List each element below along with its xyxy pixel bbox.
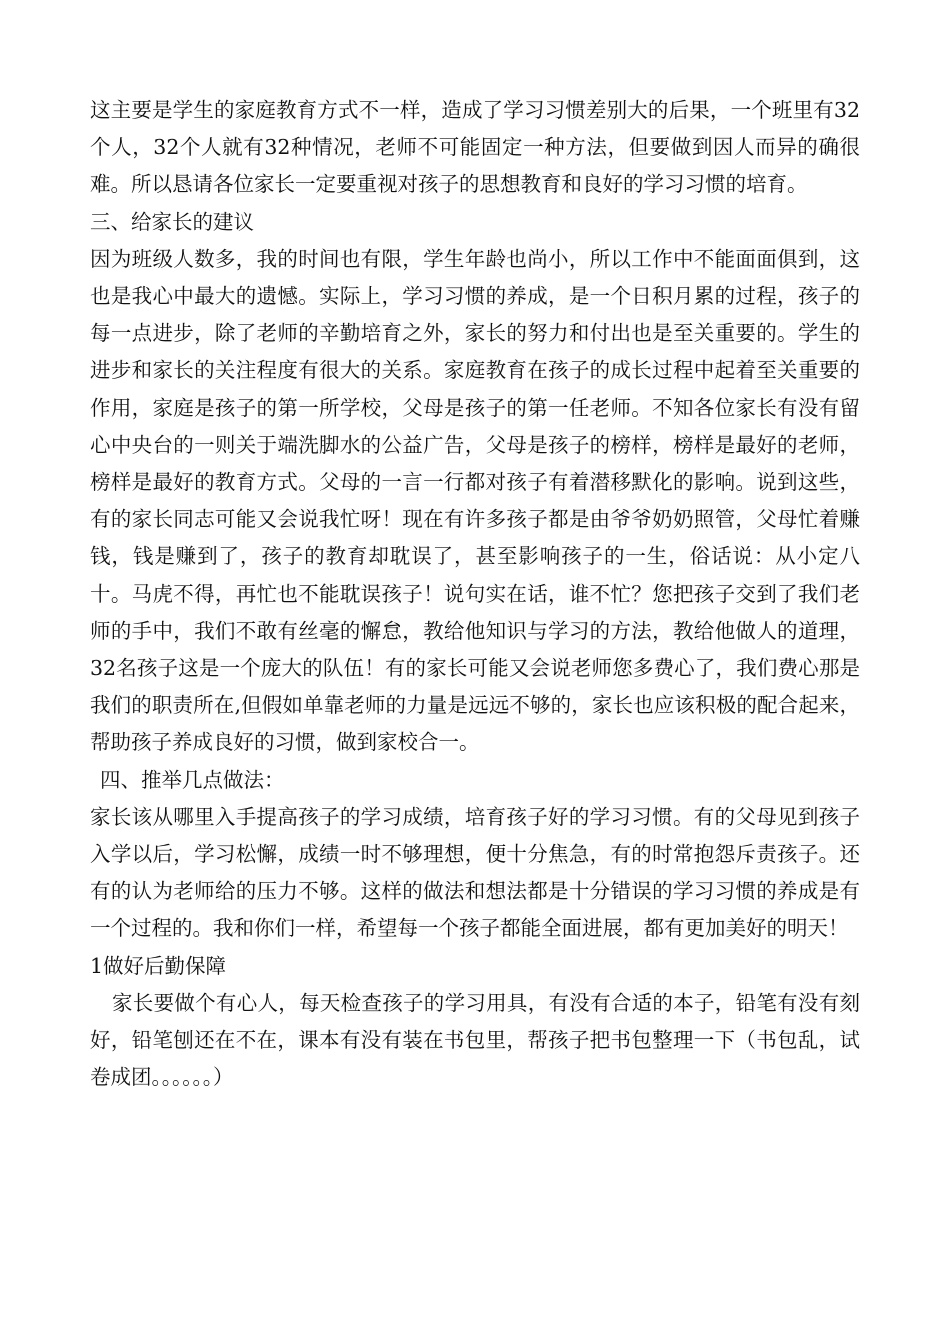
document-page [90, 92, 860, 1096]
paragraph-methods: 家长该从哪里入手提高孩子的学习成绩，培育孩子好的学习习惯。有的父母见到孩子入学以后，学习松懈，成绩一时不够理想，便十分焦急，有的时常抱怨斥责孩子。还有的认为老师给的压力不够。这样的做法和想法都是十分错误的学习习惯的养成是有一个过程的。我和你们一样，希望每一个孩子都能全面进展，都有更加美好的明天！ [90, 804, 860, 941]
paragraph-family-education: 这主要是学生的家庭教育方式不一样，造成了学习习惯差别大的后果，一个班里有32个人，32个人就有32种情况，老师不可能固定一种方法，但要做到因人而异的确很难。所以恳请各位家长一定要重视对孩子的思想教育和良好的学习习惯的培育。 [90, 98, 860, 197]
section-heading-suggestions: 三、给家长的建议 [90, 209, 254, 234]
paragraph-suggestions: 因为班级人数多，我的时间也有限，学生年龄也尚小，所以工作中不能面面俱到，这也是我心中最大的遗憾。实际上，学习习惯的养成，是一个日积月累的过程，孩子的每一点进步，除了老师的辛勤培育之外，家长的努力和付出也是至关重要的。学生的进步和家长的关注程度有很大的关系。家庭教育在孩子的成长过程中起着至关重要的作用，家庭是孩子的第一所学校，父母是孩子的第一任老师。不知各位家长有没有留心中央台的一则关于端洗脚水的公益广告，父母是孩子的榜样，榜样是最好的老师，榜样是最好的教育方式。父母的一言一行都对孩子有着潜移默化的影响。说到这些，有的家长同志可能又会说我忙呀！现在有许多孩子都是由爷爷奶奶照管，父母忙着赚钱，钱是赚到了，孩子的教育却耽误了，甚至影响孩子的一生，俗话说：从小定八十。马虎不得，再忙也不能耽误孩子！说句实在话，谁不忙？您把孩子交到了我们老师的手中，我们不敢有丝毫的懈怠，教给他知识与学习的方法，教给他做人的道理，32名孩子这是一个庞大的队伍！有的家长可能又会说老师您多费心了，我们费心那是我们的职责所在,但假如单靠老师的力量是远远不够的，家长也应该积极的配合起来，帮助孩子养成良好的习惯，做到家校合一。 [90, 246, 860, 755]
section-heading-methods: 四、推举几点做法： [100, 767, 285, 792]
paragraph-logistics: 家长要做个有心人，每天检查孩子的学习用具，有没有合适的本子，铅笔有没有刻好，铅笔刨还在不在，课本有没有装在书包里，帮孩子把书包整理一下（书包乱，试卷成团。。。。。。） [90, 990, 860, 1090]
subheading-logistics: 1做好后勤保障 [90, 953, 227, 978]
